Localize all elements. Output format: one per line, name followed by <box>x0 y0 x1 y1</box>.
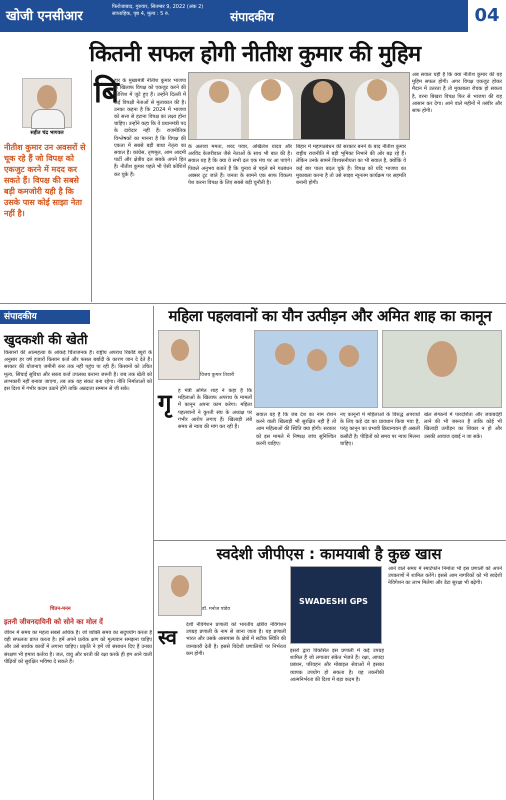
story3-author-face <box>171 575 189 597</box>
page-number: 04 <box>466 0 506 32</box>
protest-face-3 <box>339 345 359 367</box>
sampadakiya-band: संपादकीय <box>0 310 90 324</box>
story2-col3: नए कानूनों में महिलाओं के विरुद्ध अपराधों के लिए कड़े दंड का प्रावधान किया गया है, परंतु कानून का प्रभावी क्रियान्वयन ही असली कसौटी है। पीड़ितों को समय पर न्याय मिलना चाहिए। <box>340 412 420 447</box>
photo-head-4 <box>367 79 387 101</box>
story1-author-name: सहीत चंद्र भागवल <box>30 130 64 136</box>
masthead <box>0 0 506 32</box>
story3-author-name: डॉ. मनोज पांडेय <box>202 607 231 612</box>
story2-author-photo <box>158 330 200 380</box>
story2-col4: खेल संगठनों में पारदर्शिता और जवाबदेही लाने की भी जरूरत है ताकि कोई भी खिलाड़ी उत्पीड़न का शिकार न हो और उसकी आवाज दबाई न जा सके। <box>424 412 502 440</box>
story3-gps-graphic <box>290 566 382 644</box>
protest-face-2 <box>307 349 327 371</box>
story2-author-name: विजय कुमार तिवारी <box>200 373 235 378</box>
author-body <box>31 109 65 129</box>
story3-col1: देशी नेविगेशन प्रणाली को भारतीय क्षेत्रीय नेविगेशन उपग्रह प्रणाली के नाम से जाना जाता है। यह प्रणाली भारत और उसके आसपास के क्षेत्रों में सटीक स्थिति की जानकारी देती है। इससे विदेशी प्रणालियों पर निर्भरता कम होगी। <box>186 622 286 657</box>
story3-col2: इसरो द्वारा विकसित इस प्रणाली में कई उपग्रह शामिल हैं जो लगातार संकेत भेजते हैं। रक्षा, आपदा प्रबंधन, परिवहन और मोबाइल सेवाओं में इसका व्यापक उपयोग हो सकता है। यह तकनीकी आत्मनिर्भरता की दिशा में बड़ा कदम है। <box>290 648 384 683</box>
dateline-line2: साप्ताहिक, पृष्ठ 4, मूल्य : 5 रु. <box>112 11 170 17</box>
author-face <box>37 85 57 109</box>
story1-sidebar <box>4 78 90 324</box>
photo-head-1 <box>209 81 229 103</box>
minister-face <box>427 341 457 377</box>
left-story-text: किसानों की आत्महत्या के आंकड़े चिंताजनक हैं। राष्ट्रीय अपराध रिकॉर्ड ब्यूरो के अनुसार हर वर्ष हजारों किसान कर्ज और फसल बर्बादी के कारण जान दे देते हैं। सरकार की योजनाएं जमीनी स्तर तक नहीं पहुंच पा रही हैं। किसानों को उचित मूल्य, सिंचाई सुविधा और सस्ता कर्ज उपलब्ध कराना जरूरी है। जब तक खेती को लाभकारी नहीं बनाया जाएगा, तब तक यह संकट बना रहेगा। नीति निर्माताओं को इस दिशा में गंभीर कदम उठाने होंगे ताकि अन्नदाता सम्मान से जी सके। <box>4 350 152 393</box>
photo-head-2 <box>261 79 281 101</box>
story2-photo-minister <box>382 330 502 408</box>
story3-dropcap: स्व <box>158 625 177 649</box>
story1-col1: हार के मुख्यमंत्री नीतीश कुमार भाजपा के खिलाफ विपक्ष को एकजुट करने की कोशिश में जुटे हुए हैं। उन्होंने दिल्ली में कई विपक्षी नेताओं से मुलाकात की है। उनका कहना है कि 2024 में भाजपा को सत्ता से हटाना विपक्ष का लक्ष्य होना चाहिए। उन्होंने कहा कि वे प्रधानमंत्री पद के दावेदार नहीं हैं। राजनीतिक विश्लेषकों का मानना है कि विपक्ष की एकता में सबसे बड़ी बाधा नेतृत्व का सवाल है। कांग्रेस, तृणमूल, आम आदमी पार्टी और क्षेत्रीय दल सबके अपने हित हैं। नीतीश कुमार पहले भी ऐसी कोशिशें कर चुके हैं। <box>114 78 186 178</box>
photo-head-3 <box>313 81 333 103</box>
story1-photo <box>188 72 410 140</box>
story2-col1: ह मंत्री अमित शाह ने कहा है कि महिलाओं के खिलाफ अपराध के मामलों में कानून अपना काम करेगा। महिला पहलवानों ने कुश्ती संघ के अध्यक्ष पर गंभीर आरोप लगाए हैं। खिलाड़ी लंबे समय से न्याय की मांग कर रही हैं। <box>178 388 252 431</box>
story1-dropcap: बि <box>94 75 119 110</box>
bottom-left-label: चिंतन-मनन <box>50 606 71 612</box>
story3-author-photo <box>158 566 202 616</box>
story1-col3: बिहार में महागठबंधन की सरकार बनने के बाद नीतीश कुमार राष्ट्रीय राजनीति में बड़ी भूमिका निभाने की ओर बढ़ रहे हैं। लेकिन उनके सामने विश्वसनीयता का भी सवाल है, क्योंकि वे कई बार पाला बदल चुके हैं। विपक्ष को यदि भाजपा का मुकाबला करना है तो उसे साझा न्यूनतम कार्यक्रम पर सहमति बनानी होगी। <box>296 144 406 187</box>
story2-col2: सवाल यह है कि जब देश का नाम रोशन करने वाली खिलाड़ी भी सुरक्षित नहीं हैं तो आम महिलाओं की स्थिति क्या होगी। सरकार को इस मामले में निष्पक्ष जांच सुनिश्चित करनी चाहिए। <box>256 412 336 447</box>
bottom-left-text: जीवन में समय का महत्व सबसे अधिक है। जो व्यक्ति समय का सदुपयोग करता है वही सफलता प्राप्त करता है। हमें अपने प्रत्येक क्षण को मूल्यवान समझना चाहिए और उसे सार्थक कार्यों में लगाना चाहिए। प्रकृति ने हमें जो संसाधन दिए हैं उनका संरक्षण भी हमारा कर्तव्य है। जल, वायु और धरती की रक्षा करके ही हम आने वाली पीढ़ियों को सुरक्षित भविष्य दे सकते हैं। <box>4 630 152 665</box>
column-rule <box>91 70 92 302</box>
gps-label: SWADESHI GPS <box>299 597 368 606</box>
bottom-left-title: इतनी जीवनदायिनी को सोने का मोल दें <box>4 618 103 626</box>
story1-pullquote: नीतीश कुमार उन अवसरों से चूक रहे हैं जो विपक्ष को एकजुट करने में मदद कर सकते हैं। विपक्ष की सबसे बड़ी कमजोरी यही है कि उसके पास कोई साझा नेता नहीं है। <box>4 143 86 218</box>
story1-col4: अब सवाल यही है कि क्या नीतीश कुमार की यह मुहिम सफल होगी। अगर विपक्ष एकजुट होकर मैदान में उतरता है तो मुकाबला रोचक हो सकता है, वरना बिखरा विपक्ष फिर से भाजपा की राह आसान कर देगा। आने वाले महीनों में तस्वीर और साफ होगी। <box>412 72 502 115</box>
story1-col2: के अलावा ममता, शरद पवार, अखिलेश यादव और अरविंद केजरीवाल जैसे नेताओं के साथ भी बात की है। सवाल यह है कि क्या ये सभी दल एक मंच पर आ पाएंगे। पिछले अनुभव बताते हैं कि चुनाव से पहले बने गठबंधन अक्सर टूट जाते हैं। जनता के सामने एक साफ विकल्प पेश करना विपक्ष के लिए सबसे बड़ी चुनौती है। <box>188 144 292 187</box>
story2-author-face <box>171 339 189 361</box>
story1-headline: कितनी सफल होगी नीतीश कुमार की मुहिम <box>89 42 421 67</box>
story3-headline: स्वदेशी जीपीएस : कामयाबी है कुछ खास <box>216 545 442 563</box>
author-photo <box>22 78 72 128</box>
protest-face-1 <box>275 343 295 365</box>
story2-headline: महिला पहलवानों का यौन उत्पीड़न और अमित शाह का कानून <box>168 307 492 325</box>
left-story-title: खुदकशी की खेती <box>4 333 88 348</box>
section-title: संपादकीय <box>230 10 274 24</box>
story3-col3: आने वाले समय में स्मार्टफोन निर्माता भी इस प्रणाली को अपने उपकरणों में शामिल करेंगे। इससे आम नागरिकों को भी स्वदेशी नेविगेशन का लाभ मिलेगा और डेटा सुरक्षा भी बढ़ेगी। <box>388 566 502 587</box>
story2-photo-protest <box>254 330 378 408</box>
section-divider-2 <box>154 540 506 541</box>
dateline-line1: फिरोजाबाद, गुरुवार, सितम्बर 9, 2022 (अंक 2) <box>112 4 204 10</box>
paper-name: खोजी एनसीआर <box>6 9 83 24</box>
section-divider <box>0 303 506 304</box>
story2-dropcap: गृ <box>158 389 172 417</box>
